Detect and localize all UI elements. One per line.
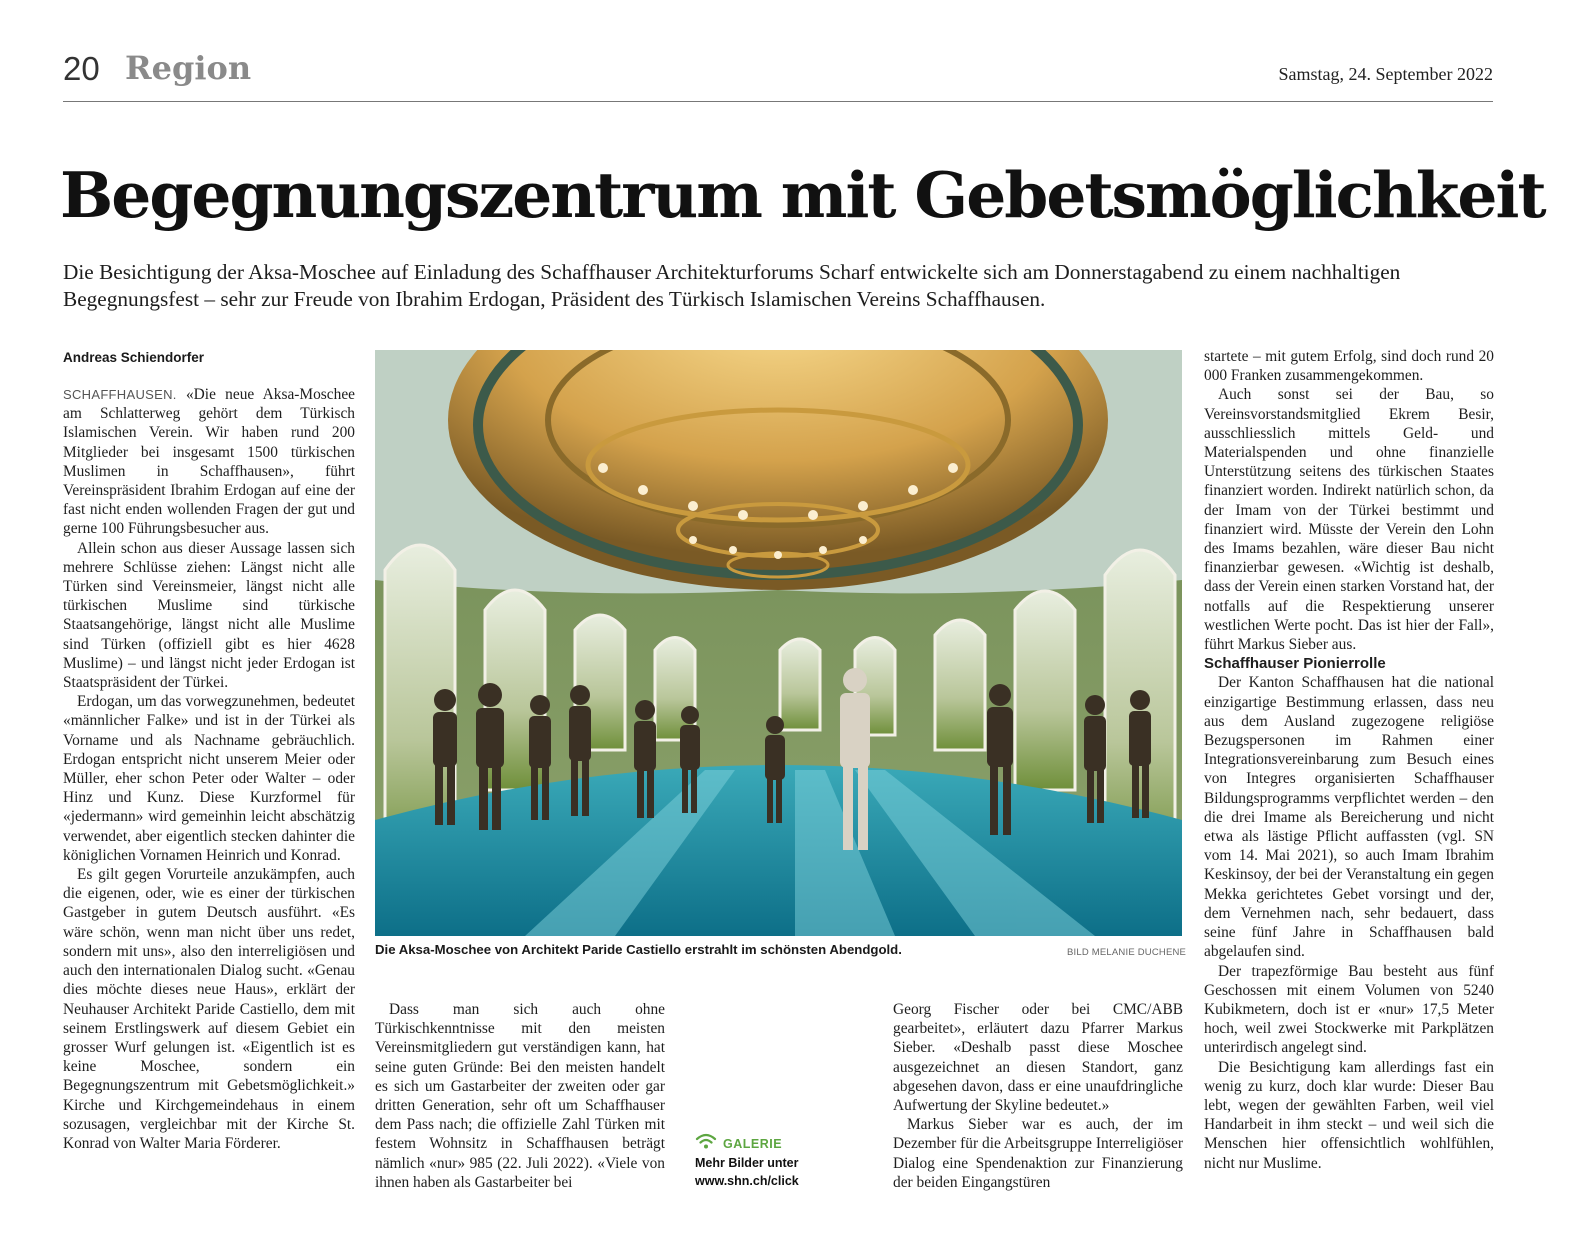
paragraph: Dass man sich auch ohne Türkischkenntnisse mit den meisten Vereinsmitgliedern gut verständigen kann, hat seine guten Gründe: Bei den meisten handelt es sich um Gastarbeiter der zweiten oder gar dritten Generation, sehr oft um Schaffhauser dem Pass nach; die offizielle Zahl Türken mit festem Wohnsitz in Schaffhausen beträgt nämlich «nur» 985 (22. Juli 2022). «Viele von ihnen haben als Gastarbeiter bei — [375, 1001, 665, 1191]
paragraph: Auch sonst sei der Bau, so Vereinsvorstandsmitglied Ekrem Besir, ausschliesslich mittels Geld- und Materialspenden und ohne finanzielle Unterstützung seitens des türkischen Staates finanziert worden. Indirekt natürlich schon, da der Imam von der Türkei bestimmt und finanziert wird. Müsste der Verein den Lohn des Imams bezahlen, wäre dieser Bau nicht finanzierbar gewesen. «Wichtig ist deshalb, dass der Verein einen starken Vorstand hat, der notfalls auf die Respektierung unserer westlichen Werte pocht. Das ist hier der Fall», führt Markus Sieber aus. — [1204, 386, 1494, 654]
issue-date: Samstag, 24. September 2022 — [1278, 64, 1493, 84]
dateline: SCHAFFHAUSEN. — [63, 387, 177, 402]
gallery-link[interactable]: www.shn.ch/click — [695, 1174, 799, 1188]
gallery-title: GALERIE — [723, 1136, 783, 1151]
paragraph: Allein schon aus dieser Aussage lassen sich mehrere Schlüsse ziehen: Längst nicht alle Türken sind Vereinsmeier, längst nicht alle türkischen Muslime sind türkische Staatsangehörige, längst nicht alle Muslime sind Türken (offiziell gibt es hier 4628 Muslime) – und längst nicht jeder Erdogan ist Staatspräsident der Türkei. — [63, 539, 355, 692]
subheading: Schaffhauser Pionierrolle — [1204, 655, 1386, 673]
mosque-interior-photo — [375, 350, 1182, 936]
author-byline: Andreas Schiendorfer — [63, 350, 205, 365]
article-column-1 — [63, 385, 355, 1153]
paragraph: Georg Fischer oder bei CMC/ABB gearbeitet», erläutert dazu Pfarrer Markus Sieber. «Deshalb passt diese Moschee ausgezeichnet an diesen Standort, ganz abgesehen davon, dass er eine unaufdringliche Aufwertung der Skyline bedeutet.» — [893, 1001, 1183, 1115]
paragraph: SCHAFFHAUSEN. «Die neue Aksa-Moschee am Schlatterweg gehört dem Türkisch Islamischen Verein. Wir haben rund 200 Mitglieder bei insgesamt 1500 türkischen Muslimen in Schaffhausen», führt Vereinspräsident Ibrahim Erdogan auf eine der fast nicht enden wollenden Fragen der gut und gerne 100 Führungsbesucher aus. — [63, 386, 355, 538]
headline: Begegnungszentrum mit Gebetsmöglichkeit — [60, 158, 1545, 232]
page-number: 20 — [63, 50, 100, 87]
paragraph: Es gilt gegen Vorurteile anzukämpfen, auch die eigenen, oder, wie es einer der türkischen Gastgeber in gutem Deutsch ausführt. «Es wäre schön, wenn man nicht über uns redet, sondern mit uns», also den interreligiösen und auch den internationalen Dialog sucht. «Genau dies möchte dieses neue Haus», erklärt der Neuhauser Architekt Paride Castiello, dem mit seinem Erstlingswerk auf diesem Gebiet ein grosser Wurf gelungen ist. «Eigentlich ist es keine Moschee, sondern ein Begegnungszentrum mit Gebetsmöglichkeit.» Kirche und Kirchgemeindehaus in einem sozusagen, vergleichbar mit der Kirche St. Konrad von Walter Maria Förderer. — [63, 866, 355, 1152]
photo-caption: Die Aksa-Moschee von Architekt Paride Castiello erstrahlt im schönsten Abendgold. — [375, 942, 902, 957]
photo-credit: BILD MELANIE DUCHENE — [1067, 947, 1187, 958]
article-column-3 — [893, 1000, 1183, 1192]
paragraph: Der trapezförmige Bau besteht aus fünf Geschossen mit einem Volumen von 5240 Kubikmetern, doch ist er «nur» 17,5 Meter hoch, weil zwei Stockwerke mit Parkplätzen unterirdisch angelegt sind. — [1204, 962, 1494, 1057]
paragraph: Markus Sieber war es auch, der im Dezember für die Arbeitsgruppe Interreligiöser Dialog eine Spendenaktion zur Finanzierung der beiden Eingangstüren — [893, 1116, 1183, 1191]
header-rule — [63, 101, 1493, 102]
article-column-2 — [375, 1000, 665, 1192]
paragraph: startete – mit gutem Erfolg, sind doch rund 20 000 Franken zusammengekommen. — [1204, 348, 1494, 385]
gallery-promo[interactable] — [695, 1133, 875, 1190]
gallery-text: Mehr Bilder unter — [695, 1156, 799, 1170]
paragraph: Erdogan, um das vorwegzunehmen, bedeutet «männlicher Falke» und ist in der Türkei als Vorname und als Nachname gebräuchlich. Erdogan entspricht nicht unserem Meier oder Müller, eher schon Peter oder Walter – oder Hinz und Kunz. Diese Kurzformel für «jedermann» wird gemeinhin leicht abschätzig verwendet, aber eigentlich stecken dahinter die königlichen Vornamen Heinrich und Konrad. — [63, 693, 355, 864]
wifi-icon — [695, 1133, 717, 1154]
article-column-4 — [1204, 347, 1494, 1173]
section-title: Region — [125, 49, 252, 87]
paragraph: Der Kanton Schaffhausen hat die national einzigartige Bestimmung erlassen, dass neu aus dem Ausland zugezogene religiöse Bezugspersonen im Rahmen einer Integrationsvereinbarung zum Besuch eines von Integres organisierten Schaffhauser Bildungsprogramms verpflichtet werden – den die drei Imame als Bereicherung und nicht etwa als lästige Pflicht auffassten (vgl. SN vom 14. Mai 2021), so auch Imam Ibrahim Keskinsoy, der bei der Veranstaltung ein gegen Mekka gerichtetes Gebet vorsingt und der, dem Vernehmen nach, sehr bedauert, dass seine fünf Jahre in Schaffhausen bald abgelaufen sind. — [1204, 674, 1494, 961]
lead-paragraph: Die Besichtigung der Aksa-Moschee auf Einladung des Schaffhauser Architekturforums Scharf entwickelte sich am Donnerstagabend zu einem nachhaltigen Begegnungsfest – sehr zur Freude von Ibrahim Erdogan, Präsident des Türkisch Islamischen Vereins Schaffhausen. — [63, 260, 1401, 311]
paragraph: Die Besichtigung kam allerdings fast ein wenig zu kurz, doch klar wurde: Dieser Bau lebt, wegen der gewählten Farben, weil viel Handarbeit in ihm steckt – und weil sich die Menschen hier offensichtlich wohlfühlen, nicht nur Muslime. — [1204, 1058, 1494, 1172]
